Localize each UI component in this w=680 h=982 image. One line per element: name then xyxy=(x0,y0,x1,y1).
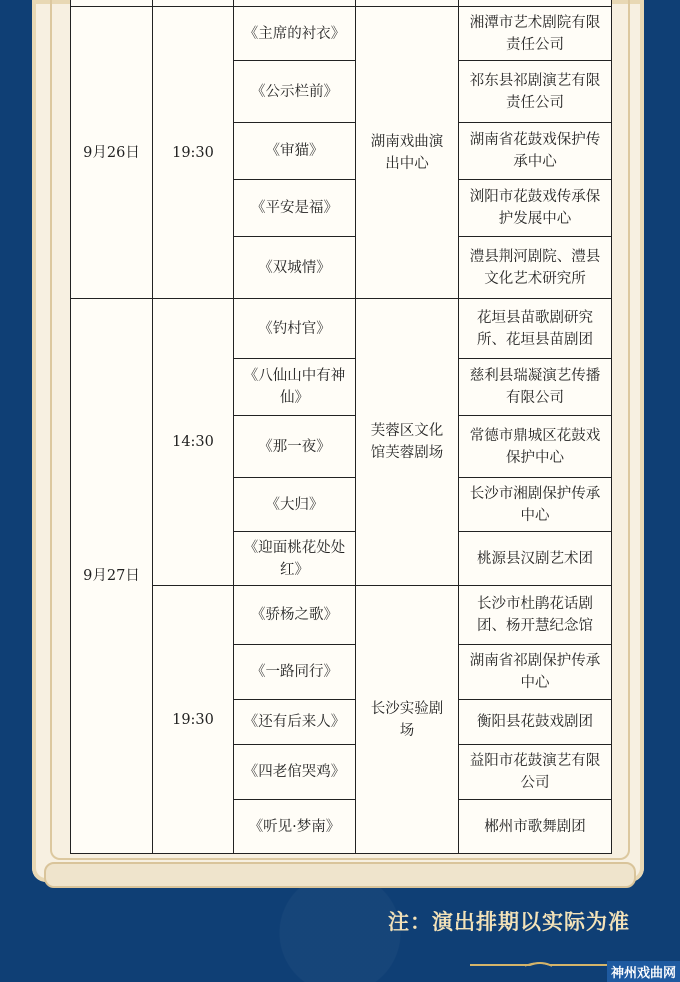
company-cell: 澧县荆河剧院、澧县文化艺术研究所 xyxy=(459,237,612,299)
company-cell: 衡阳县花鼓戏剧团 xyxy=(459,700,612,745)
venue-cell: 芙蓉区文化馆芙蓉剧场 xyxy=(356,299,459,586)
company-cell: 长沙市湘剧保护传承中心 xyxy=(459,478,612,532)
watermark-logo: 神州戏曲网 xyxy=(607,961,680,982)
scroll-bottom-roll xyxy=(44,862,636,888)
time-cell: 14:30 xyxy=(153,299,234,586)
show-title: 《一路同行》 xyxy=(234,645,356,700)
company-cell: 湖南省祁剧保护传承中心 xyxy=(459,645,612,700)
show-title: 《还有后来人》 xyxy=(234,700,356,745)
company-cell: 长沙市杜鹃花话剧团、杨开慧纪念馆 xyxy=(459,586,612,645)
company-cell: 祁东县祁剧演艺有限责任公司 xyxy=(459,61,612,123)
footnote: 注：演出排期以实际为准 xyxy=(388,909,630,934)
schedule-table xyxy=(70,0,612,854)
venue-cell: 长沙实验剧场 xyxy=(356,586,459,854)
company-cell: 花垣县苗歌剧研究所、花垣县苗剧团 xyxy=(459,299,612,359)
company-cell: 郴州市歌舞剧团 xyxy=(459,800,612,854)
show-title: 《八仙山中有神仙》 xyxy=(234,359,356,416)
table-row xyxy=(71,299,612,359)
show-title: 《审猫》 xyxy=(234,123,356,180)
venue-cell: 湖南戏曲演出中心 xyxy=(356,7,459,299)
company-cell: 益阳市花鼓演艺有限公司 xyxy=(459,745,612,800)
show-title: 《钓村官》 xyxy=(234,299,356,359)
time-cell: 19:30 xyxy=(153,7,234,299)
show-title: 《大归》 xyxy=(234,478,356,532)
show-title: 《四老倌哭鸡》 xyxy=(234,745,356,800)
company-cell: 浏阳市花鼓戏传承保护发展中心 xyxy=(459,180,612,237)
show-title: 《平安是福》 xyxy=(234,180,356,237)
time-cell: 19:30 xyxy=(153,586,234,854)
table-row xyxy=(71,7,612,61)
show-title: 《公示栏前》 xyxy=(234,61,356,123)
show-title: 《听见·梦南》 xyxy=(234,800,356,854)
company-cell: 常德市鼎城区花鼓戏保护中心 xyxy=(459,416,612,478)
company-cell: 湘潭市艺术剧院有限责任公司 xyxy=(459,7,612,61)
company-cell: 慈利县瑞凝演艺传播有限公司 xyxy=(459,359,612,416)
show-title: 《骄杨之歌》 xyxy=(234,586,356,645)
show-title: 《主席的衬衣》 xyxy=(234,7,356,61)
date-cell: 9月26日 xyxy=(71,7,153,299)
date-cell: 9月27日 xyxy=(71,299,153,854)
company-cell: 湖南省花鼓戏保护传承中心 xyxy=(459,123,612,180)
company-cell: 桃源县汉剧艺术团 xyxy=(459,532,612,586)
show-title: 《迎面桃花处处红》 xyxy=(234,532,356,586)
table-row xyxy=(71,586,612,645)
show-title: 《那一夜》 xyxy=(234,416,356,478)
show-title: 《双城情》 xyxy=(234,237,356,299)
